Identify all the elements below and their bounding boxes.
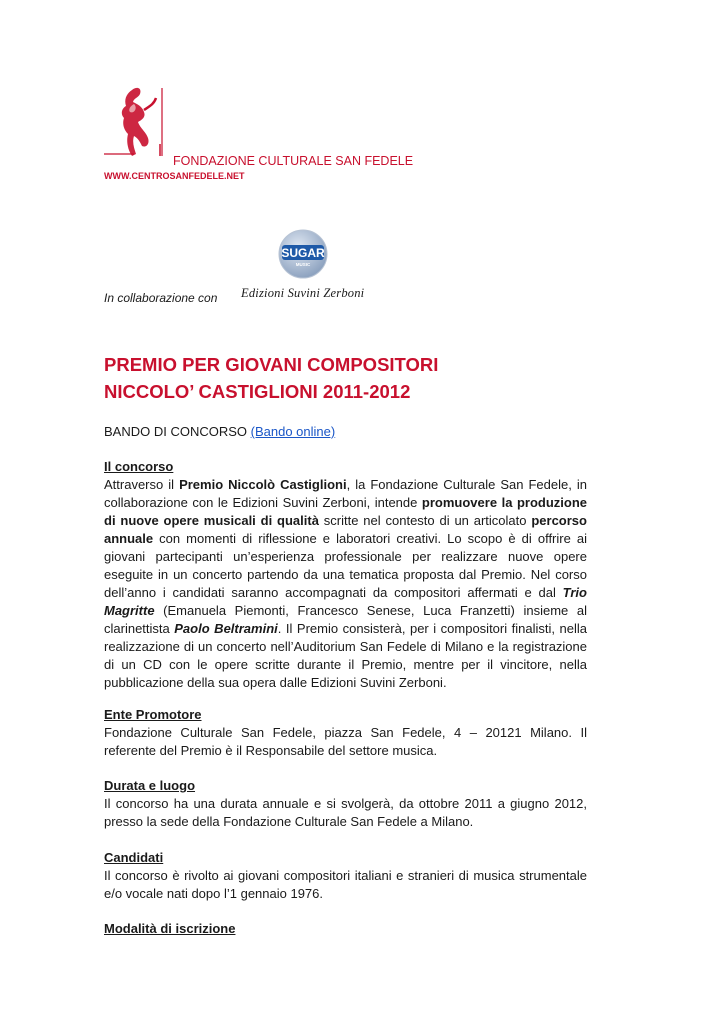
section-concorso: [104, 458, 587, 692]
bando-online-link[interactable]: (Bando online): [250, 424, 336, 439]
org-name: FONDAZIONE CULTURALE SAN FEDELE: [173, 154, 414, 168]
section-heading: Modalità di iscrizione: [104, 921, 236, 936]
document-title: [104, 351, 438, 405]
sugar-music-logo: [277, 228, 329, 280]
san-fedele-logo: [104, 84, 164, 162]
publisher-logo: Edizioni Suvini Zerboni: [241, 286, 365, 300]
section-heading: Durata e luogo: [104, 778, 196, 793]
org-url[interactable]: WWW.CENTROSANFEDELE.NET: [104, 171, 245, 181]
sugar-logo-sub: MUSIC: [295, 262, 311, 267]
sugar-logo-text: SUGAR: [281, 246, 325, 260]
section-ente-promotore: [104, 706, 587, 760]
section-heading: Ente Promotore: [104, 707, 202, 722]
section-candidati: [104, 849, 587, 903]
section-heading: Il concorso: [104, 459, 174, 474]
section-durata-luogo: [104, 777, 587, 831]
title-line-2: NICCOLO’ CASTIGLIONI 2011-2012: [104, 381, 411, 402]
bando-line: [104, 424, 335, 439]
section-body: Il concorso ha una durata annuale e si svolgerà, da ottobre 2011 a giugno 2012, presso la sede della Fondazione Culturale San Fedele a Milano.: [104, 796, 587, 829]
bando-label: BANDO DI CONCORSO: [104, 424, 248, 439]
section-body: Fondazione Culturale San Fedele, piazza San Fedele, 4 – 20121 Milano. Il referente del Premio è il Responsabile del settore musica.: [104, 725, 587, 758]
section-heading: Candidati: [104, 850, 164, 865]
title-line-1: PREMIO PER GIOVANI COMPOSITORI: [104, 354, 439, 375]
section-body: Attraverso il Premio Niccolò Castiglioni, la Fondazione Culturale San Fedele, in collaborazione con le Edizioni Suvini Zerboni, intende promuovere la produzione di nuove opere musicali di qualità scritte nel contesto di un articolato percorso annuale con momenti di riflessione e laboratori creativi. Lo scopo è di offrire ai giovani partecipanti un’esperienza professionale per realizzare nuove opere eseguite in un concerto partendo da una tematica proposta dal Premio. Nel corso dell’anno i candidati saranno accompagnati da compositori affermati e dal Trio Magritte (Emanuela Piemonti, Francesco Senese, Luca Franzetti) insieme al clarinettista Paolo Beltramini. Il Premio consisterà, per i compositori finalisti, nella realizzazione di un concerto nell’Auditorium San Fedele di Milano e la registrazione di un CD con le opere scritte durante il Premio, mentre per il vincitore, nella pubblicazione della sua opera dalle Edizioni Suvini Zerboni.: [104, 477, 588, 690]
collaboration-text: In collaborazione con: [104, 291, 218, 305]
section-body: Il concorso è rivolto ai giovani compositori italiani e stranieri di musica strumentale e/o vocale nati dopo l’1 gennaio 1976.: [104, 868, 587, 901]
section-modalita-iscrizione: [104, 920, 587, 938]
